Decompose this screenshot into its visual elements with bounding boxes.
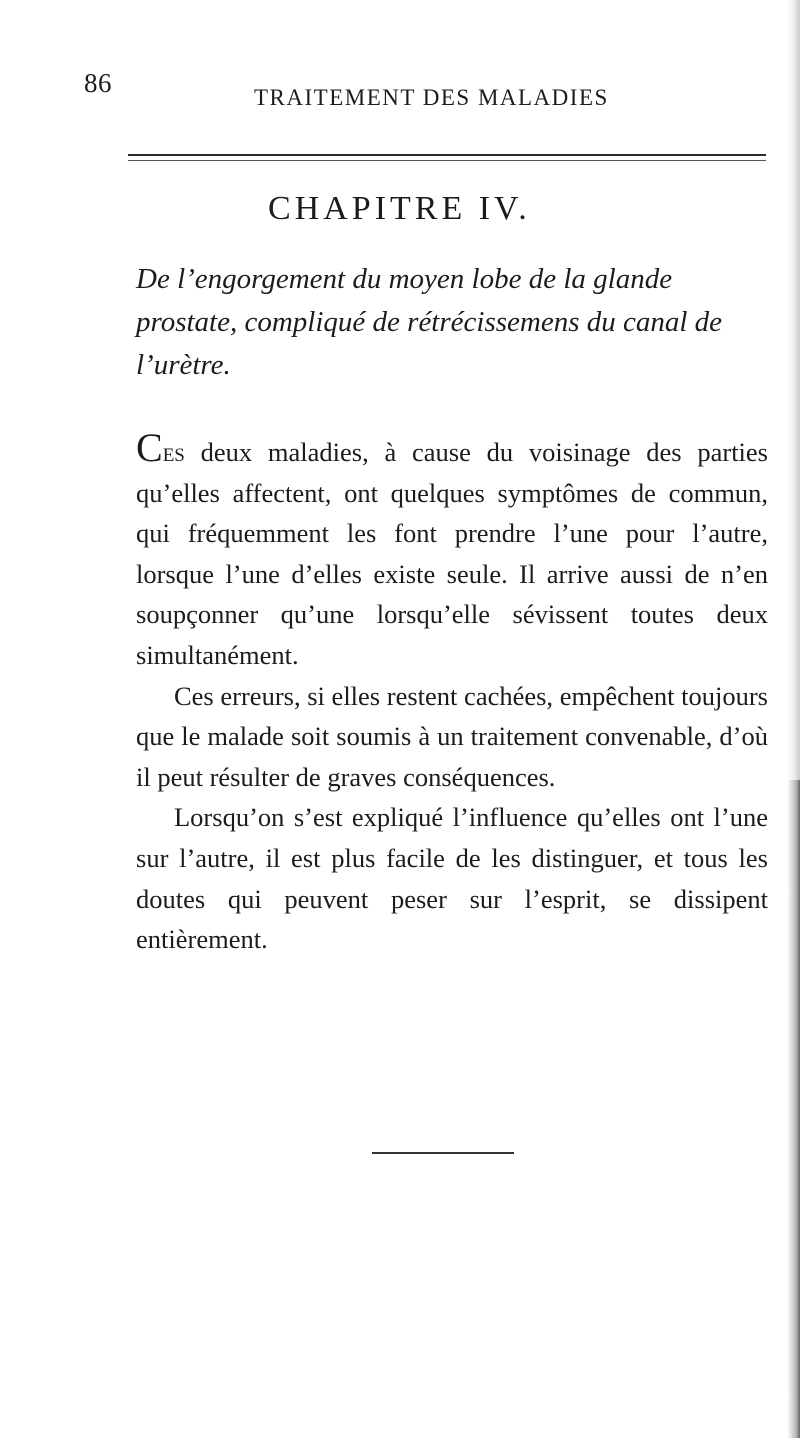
page-number: 86 <box>84 68 112 98</box>
paragraph-3: Lorsqu’on s’est expliqué l’influence qu’elles ont l’une sur l’autre, il est plus facile de les distinguer, et tous les doutes qui peuvent peser sur l’esprit, se dissipent entièrement. <box>136 802 768 955</box>
paragraph-1 <box>136 425 768 676</box>
chapter-title: CHAPITRE IV. <box>268 190 531 227</box>
chapter-subtitle: De l’engorgement du moyen lobe de la glande prostate, compliqué de rétrécissemens du canal de l’urètre. <box>136 263 723 381</box>
chapter-body <box>136 425 768 960</box>
paragraph-1-text: deux maladies, à cause du voisinage des parties qu’elles affectent, ont quelques symptômes de commun, qui fréquemment les font prendre l’une pour l’autre, lorsque l’une d’elles existe seule. Il arrive aussi de n’en soupçonner qu’une lorsqu’elle sévissent toutes deux simultanément. <box>136 437 768 670</box>
running-head: TRAITEMENT DES MALADIES <box>254 85 609 110</box>
header-rule-thin <box>128 160 766 161</box>
header-rule <box>128 154 766 156</box>
end-rule <box>372 1152 514 1154</box>
initial-letter: C <box>136 425 163 470</box>
initial-smallcaps: es <box>162 437 185 467</box>
paragraph-2: Ces erreurs, si elles restent cachées, empêchent toujours que le malade soit soumis à un traitement convenable, d’où il peut résulter de graves conséquences. <box>136 680 768 792</box>
page-edge-shadow-lower <box>788 780 800 1438</box>
